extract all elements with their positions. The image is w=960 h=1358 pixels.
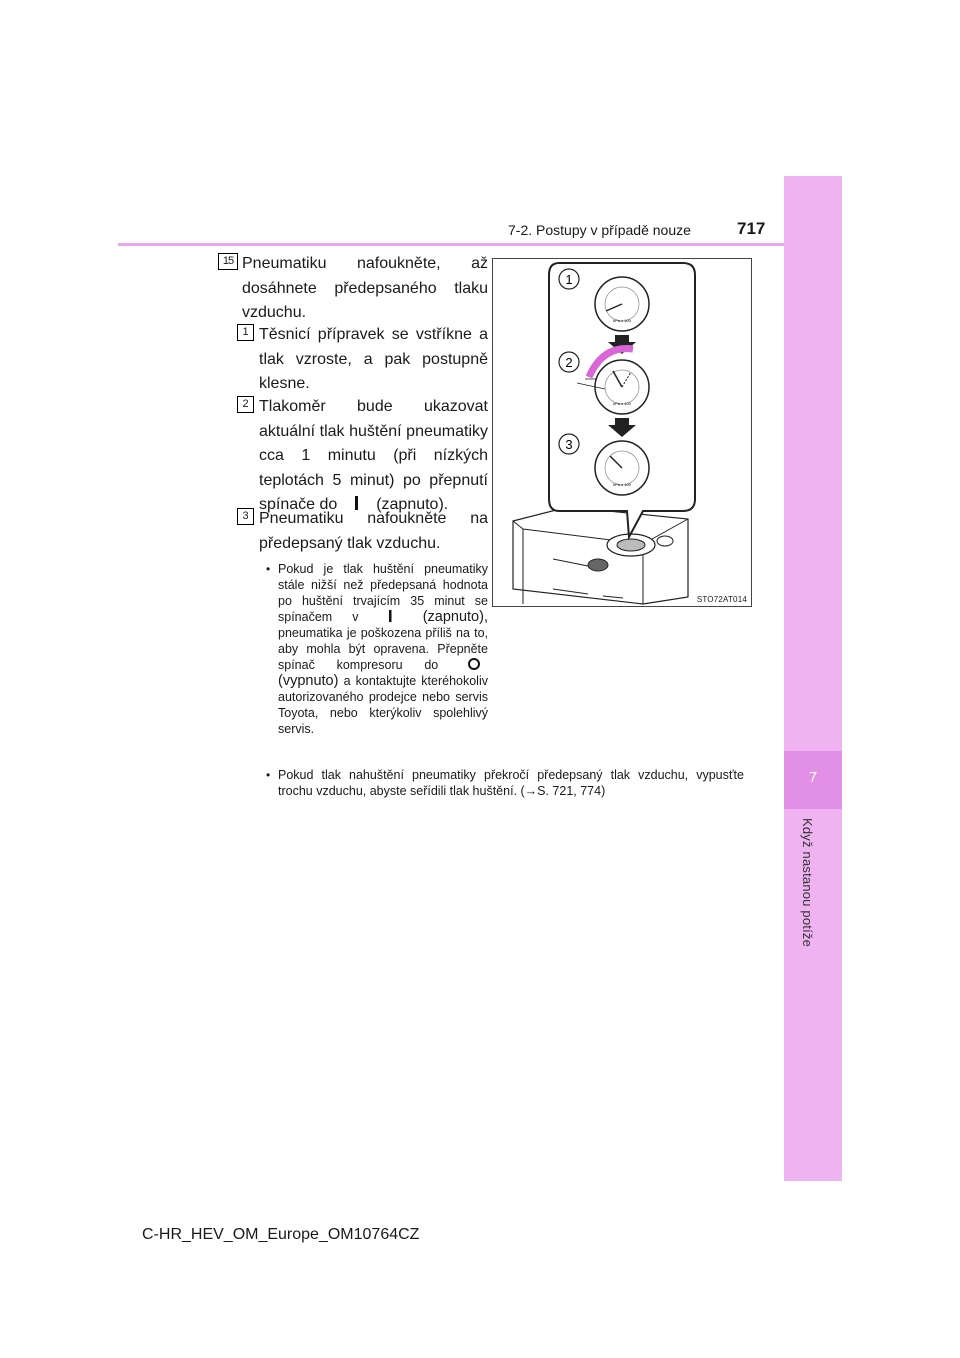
callout-3 [559,434,579,454]
substep-badge: 1 [237,324,254,341]
gauge-icon [595,360,649,414]
gauge-icon [595,441,649,495]
figure-label: STO72AT014 [696,595,747,604]
gauge-icon [595,277,649,331]
substep-text: Těsnicí přípravek se vstříkne a tlak vzroste, a pak postupně klesne. [259,326,488,392]
compressor-icon [513,507,688,604]
substep-text [259,395,488,518]
note-part: Pokud je tlak huštění pneumatiky stále nižší než předepsaná hodnota po huštění trvajícím 35 minut se spínačem v [278,562,488,624]
step-text: Pneumatiku nafoukněte, až dosáhnete předepsaného tlaku vzduchu. [242,255,488,321]
callout-2 [559,352,579,372]
switch-off-icon [466,657,482,671]
page-number: 717 [737,219,766,238]
substep-badge: 2 [237,396,254,413]
note-part: a kontaktujte kteréhokoliv autorizovaného prodejce nebo servis Toyota, nebo kterýkoliv spolehlivý servis. [278,674,488,736]
switch-on-icon [385,609,397,623]
substep-text-before: Tlakoměr bude ukazovat aktuální tlak huštění pneumatiky cca 1 minutu (při nízkých teplotách 5 minut) po přepnutí spínače do [259,398,488,513]
chapter-number: 7 [808,769,818,786]
svg-text:kPa x 100: kPa x 100 [613,401,631,406]
chapter-title: Když nastanou potíže [800,818,815,948]
substep-badge: 3 [237,508,254,525]
svg-text:3: 3 [565,437,573,452]
figure-illustration [493,259,751,606]
note-part: (vypnuto) [278,673,339,689]
note-text [278,561,488,737]
footer-text: C-HR_HEV_OM_Europe_OM10764CZ [142,1226,420,1243]
step-number-badge: 15 [218,253,238,270]
bullet: • [266,562,271,576]
svg-text:1: 1 [565,272,573,287]
substep-text-after: (zapnuto). [376,496,449,513]
section-title: 7-2. Postupy v případě nouze [508,222,691,238]
note-text: Pokud tlak nahuštění pneumatiky překročí předepsaný tlak vzduchu, vypusťte trochu vzduchu, abyste seřídili tlak huštění. (→S. 721, 774) [278,768,744,798]
header-divider [118,243,784,246]
note-part: (zapnuto), [422,609,488,625]
substep-text: Pneumatiku nafoukněte na předepsaný tlak vzduchu. [259,510,488,552]
inflation-figure [492,258,752,607]
note-part: pneumatika je poškozena příliš na to, aby mohla být opravena. Přepněte spínač kompresoru do [278,626,488,672]
svg-text:kPa x 100: kPa x 100 [613,318,631,323]
svg-text:2: 2 [565,355,573,370]
callout-1 [559,269,579,289]
chapter-tab[interactable] [784,751,842,809]
bullet: • [266,768,271,782]
svg-text:kPa x 100: kPa x 100 [613,482,631,487]
sidebar-tab [784,176,842,751]
